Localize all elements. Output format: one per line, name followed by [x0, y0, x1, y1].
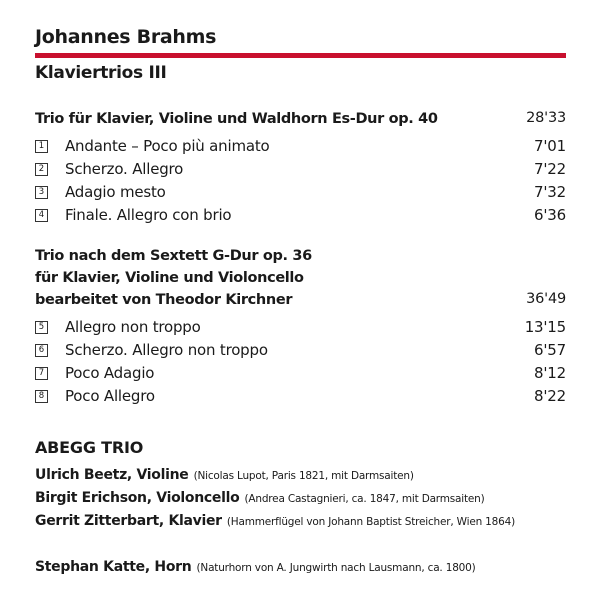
track-duration: 7'22	[534, 160, 566, 178]
ensemble-name: ABEGG TRIO	[35, 438, 144, 457]
track-title: Poco Allegro	[65, 387, 155, 405]
performer-instrument: (Hammerflügel von Johann Baptist Streicher, Wien 1864)	[226, 516, 515, 528]
performer-name: Birgit Erichson, Violoncello	[35, 490, 240, 506]
performer-instrument: (Naturhorn von A. Jungwirth nach Lausmann, ca. 1800)	[196, 562, 476, 574]
album-title: Klaviertrios III	[35, 63, 167, 83]
performer-name: Ulrich Beetz, Violine	[35, 467, 189, 483]
work-title-line-2: für Klavier, Violine und Violoncello	[35, 270, 304, 286]
performer-instrument: (Andrea Castagnieri, ca. 1847, mit Darmsaiten)	[244, 493, 485, 505]
track-duration: 13'15	[524, 318, 566, 336]
track-row	[35, 137, 566, 159]
track-number: 8	[35, 390, 48, 403]
track-row	[35, 183, 566, 205]
work-total-duration: 36'49	[526, 291, 566, 307]
track-number: 2	[35, 163, 48, 176]
work-title-line-1: Trio nach dem Sextett G-Dur op. 36	[35, 248, 312, 264]
track-number: 1	[35, 140, 48, 153]
track-title: Scherzo. Allegro non troppo	[65, 341, 268, 359]
performer-name: Stephan Katte, Horn	[35, 559, 192, 575]
performer-row	[35, 487, 485, 506]
track-row	[35, 160, 566, 182]
track-title: Poco Adagio	[65, 364, 155, 382]
track-duration: 6'57	[534, 341, 566, 359]
track-duration: 8'22	[534, 387, 566, 405]
track-duration: 8'12	[534, 364, 566, 382]
track-title: Adagio mesto	[65, 183, 166, 201]
track-row	[35, 318, 566, 340]
work-title: Trio für Klavier, Violine und Waldhorn Es-Dur op. 40	[35, 111, 438, 127]
performer-instrument: (Nicolas Lupot, Paris 1821, mit Darmsaiten)	[193, 470, 414, 482]
performer-row	[35, 464, 414, 483]
track-number: 6	[35, 344, 48, 357]
track-row	[35, 364, 566, 386]
track-duration: 7'32	[534, 183, 566, 201]
guest-performer-row	[35, 556, 476, 575]
track-title: Andante – Poco più animato	[65, 137, 270, 155]
track-duration: 7'01	[534, 137, 566, 155]
track-title: Finale. Allegro con brio	[65, 206, 232, 224]
performer-name: Gerrit Zitterbart, Klavier	[35, 513, 222, 529]
track-duration: 6'36	[534, 206, 566, 224]
track-number: 7	[35, 367, 48, 380]
track-title: Allegro non troppo	[65, 318, 201, 336]
track-number: 5	[35, 321, 48, 334]
track-row	[35, 206, 566, 228]
track-row	[35, 341, 566, 363]
track-row	[35, 387, 566, 409]
track-title: Scherzo. Allegro	[65, 160, 184, 178]
work-title-line-3: bearbeitet von Theodor Kirchner	[35, 292, 293, 308]
track-number: 4	[35, 209, 48, 222]
track-number: 3	[35, 186, 48, 199]
work-total-duration: 28'33	[526, 110, 566, 126]
performer-row	[35, 510, 515, 529]
red-divider	[35, 53, 566, 58]
composer-name: Johannes Brahms	[35, 26, 217, 48]
